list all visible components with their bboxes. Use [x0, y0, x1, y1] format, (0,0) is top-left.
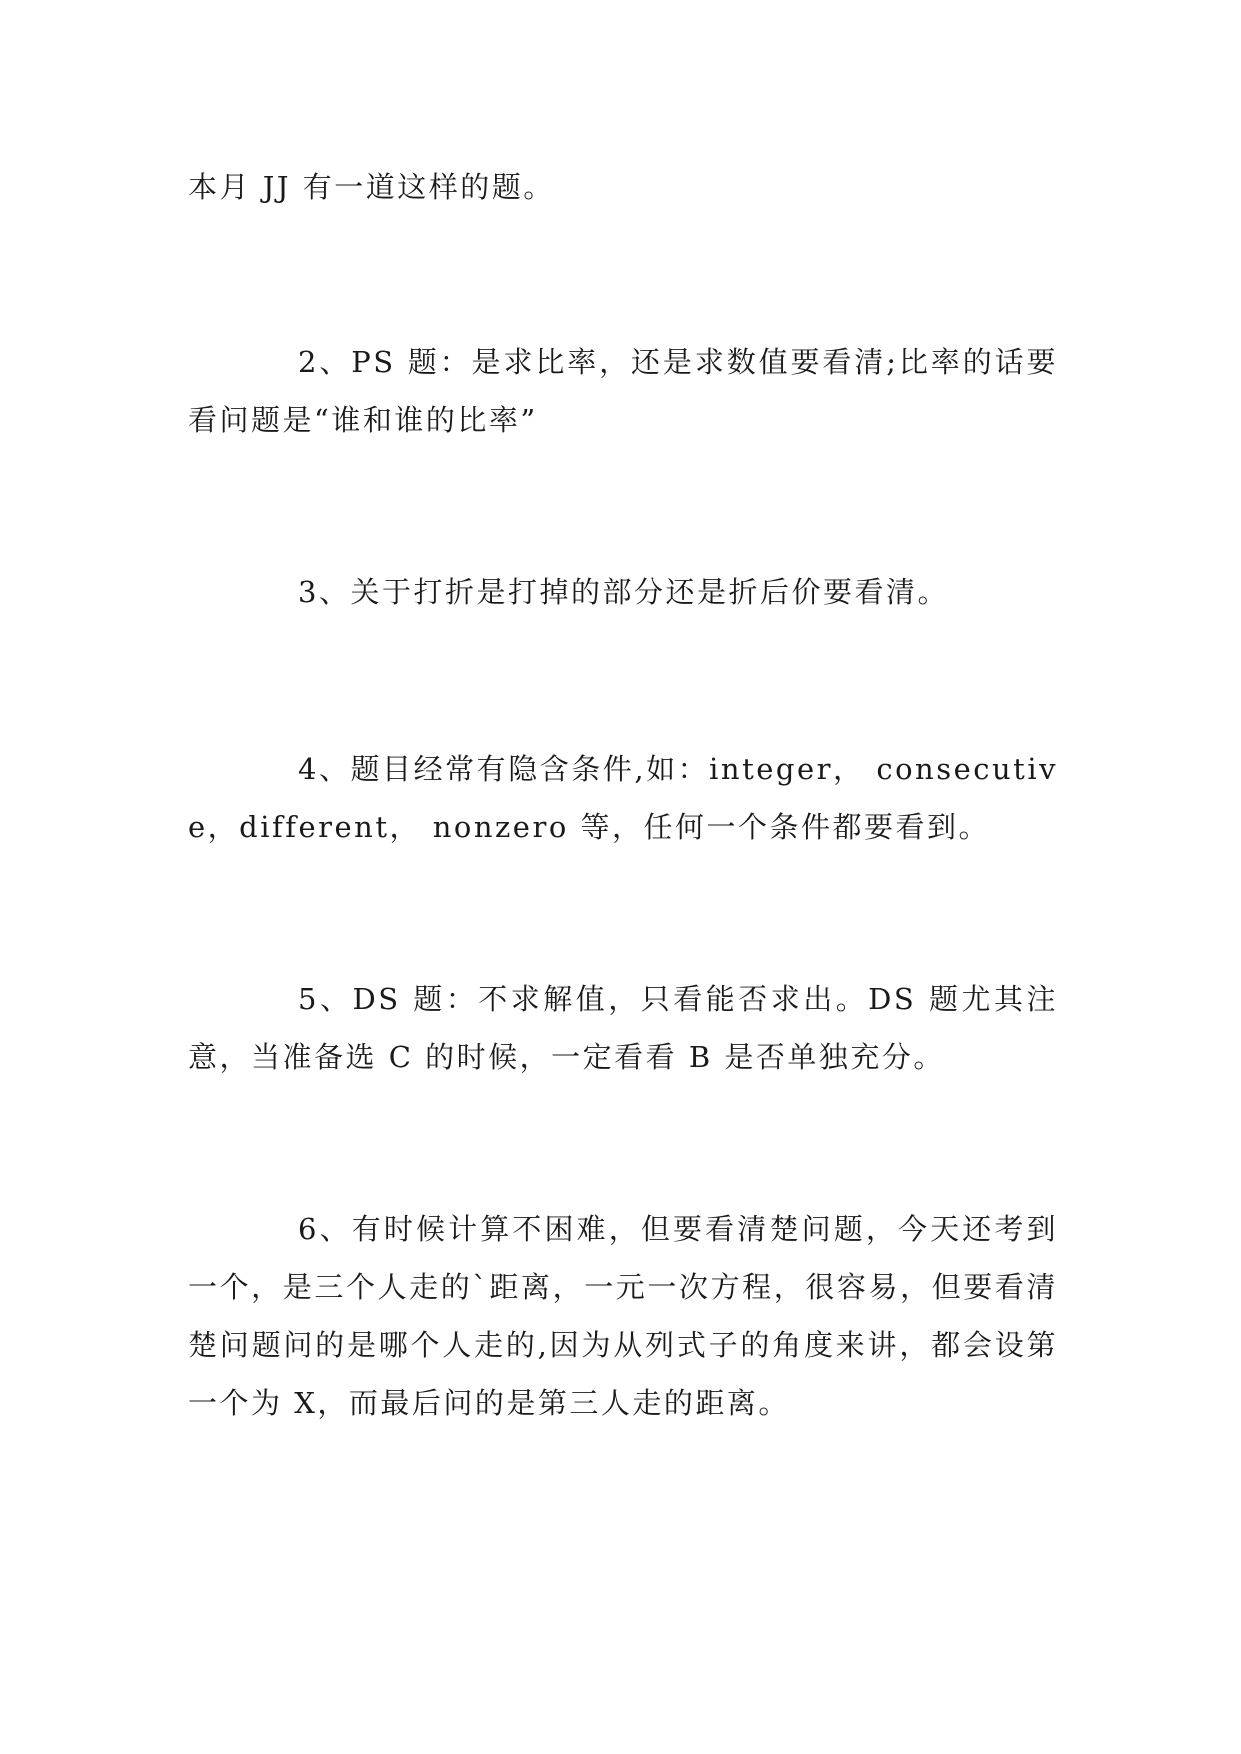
paragraph-item-2: 2、PS 题：是求比率，还是求数值要看清;比率的话要看问题是“谁和谁的比率”: [188, 345, 1058, 437]
paragraph-item-6: 6、有时候计算不困难，但要看清楚问题，今天还考到一个，是三个人走的`距离，一元一次方程，很容易，但要看清楚问题问的是哪个人走的,因为从列式子的角度来讲，都会设第一个为 X，而最后问的是第三人走的距离。: [188, 1212, 1058, 1420]
paragraph-item-3: 3、关于打折是打掉的部分还是折后价要看清。: [298, 575, 949, 609]
paragraph-intro: 本月 JJ 有一道这样的题。: [188, 170, 555, 204]
paragraph-item-4: 4、题目经常有隐含条件,如：integer， consecutive，different， nonzero 等，任何一个条件都要看到。: [188, 752, 1058, 844]
paragraph-item-5: 5、DS 题：不求解值，只看能否求出。DS 题尤其注意，当准备选 C 的时候，一定看看 B 是否单独充分。: [188, 982, 1058, 1074]
